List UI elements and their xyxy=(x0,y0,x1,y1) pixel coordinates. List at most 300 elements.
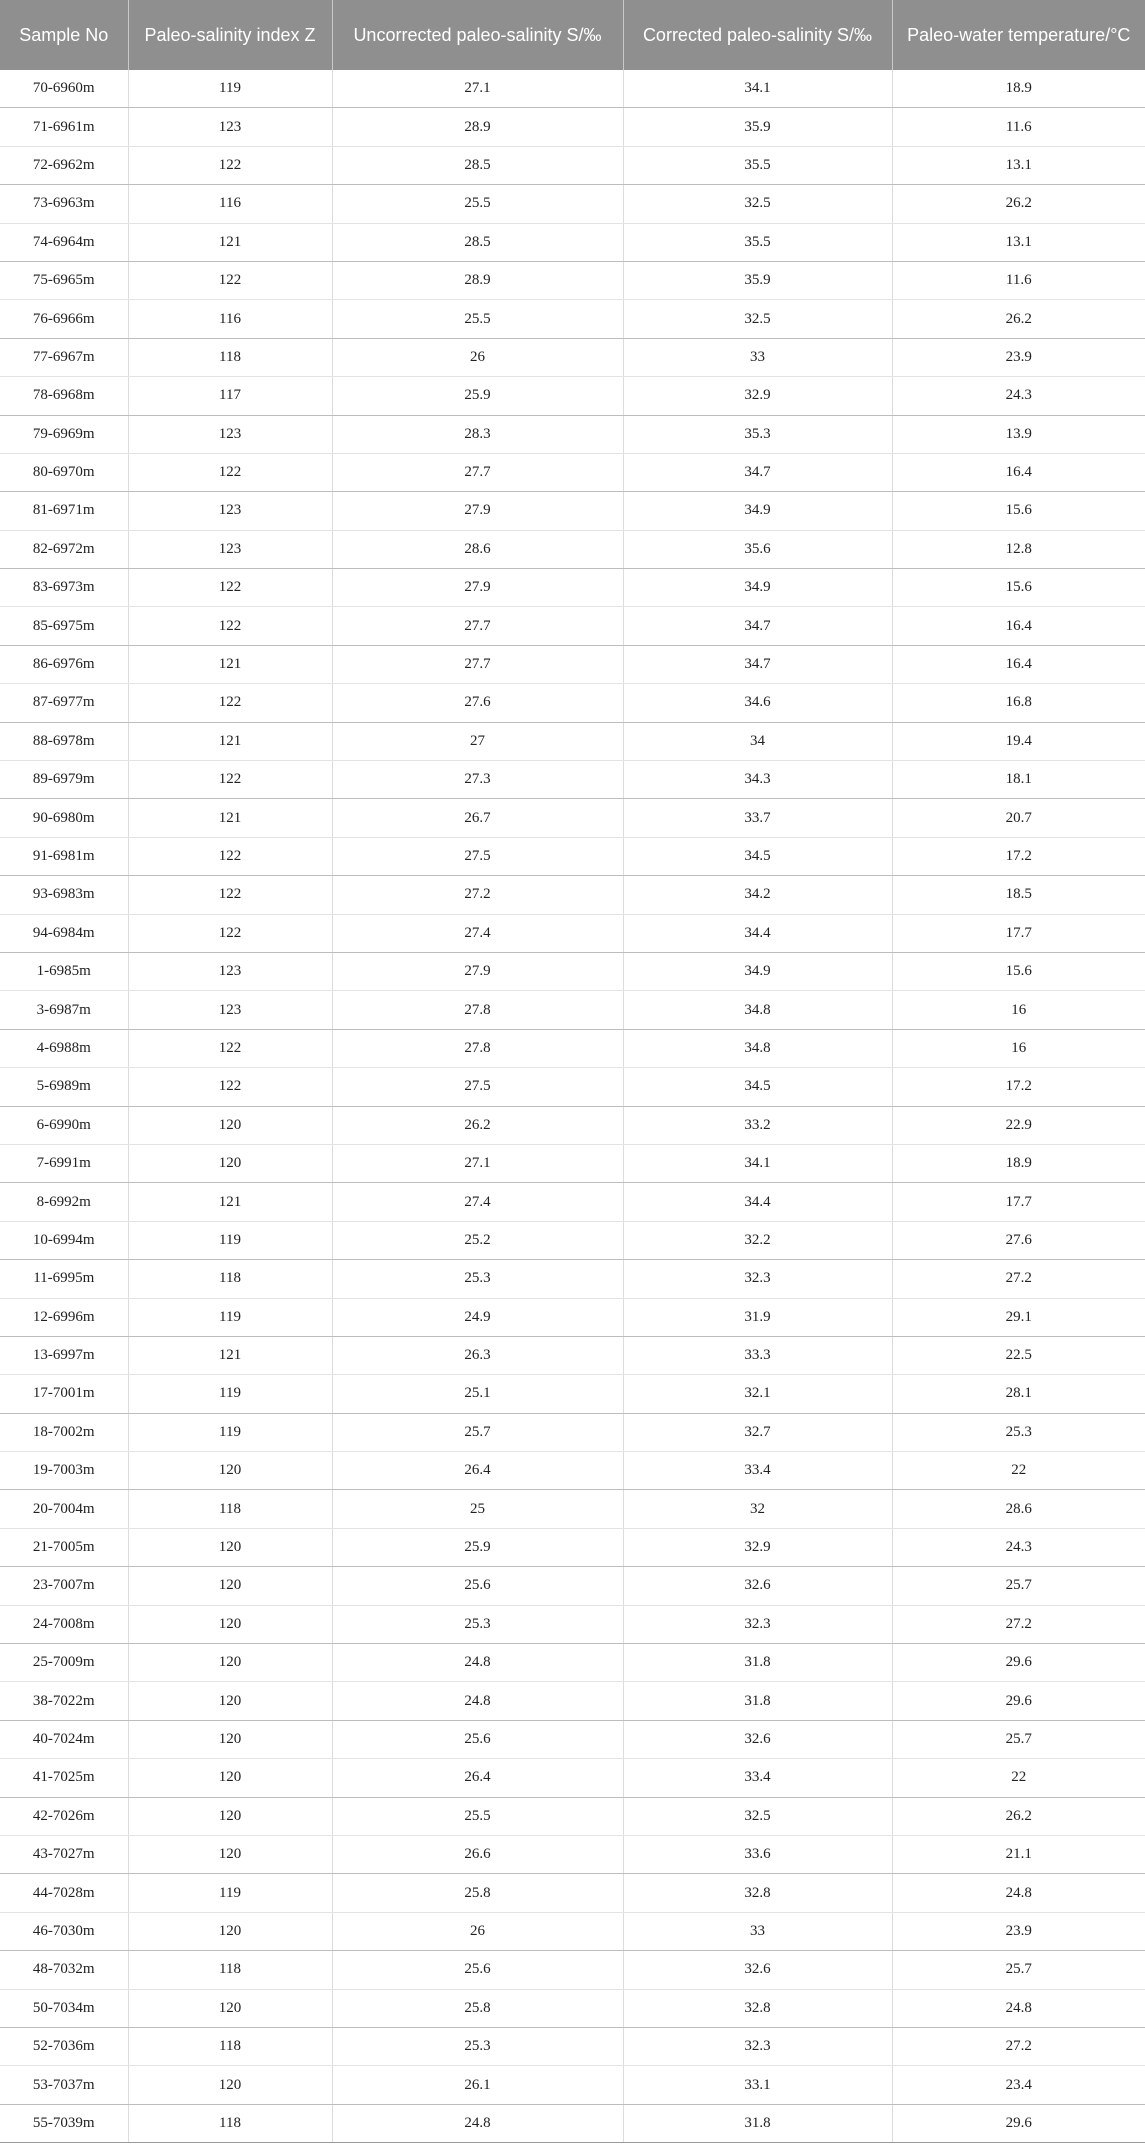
table-row xyxy=(0,569,1145,607)
cell-uncorrected-salinity: 28.6 xyxy=(332,530,623,568)
cell-sample-no: 11-6995m xyxy=(0,1260,128,1298)
cell-water-temperature: 13.1 xyxy=(892,146,1145,184)
cell-water-temperature: 17.7 xyxy=(892,1183,1145,1221)
cell-sample-no: 48-7032m xyxy=(0,1951,128,1989)
cell-corrected-salinity: 33 xyxy=(623,1912,892,1950)
cell-salinity-index: 116 xyxy=(128,300,332,338)
cell-uncorrected-salinity: 25.2 xyxy=(332,1221,623,1259)
cell-uncorrected-salinity: 26.6 xyxy=(332,1835,623,1873)
cell-sample-no: 3-6987m xyxy=(0,991,128,1029)
cell-corrected-salinity: 34.9 xyxy=(623,569,892,607)
table-row xyxy=(0,377,1145,415)
cell-corrected-salinity: 31.8 xyxy=(623,2104,892,2142)
cell-salinity-index: 123 xyxy=(128,952,332,990)
cell-sample-no: 52-7036m xyxy=(0,2027,128,2065)
cell-salinity-index: 116 xyxy=(128,185,332,223)
cell-sample-no: 87-6977m xyxy=(0,684,128,722)
cell-corrected-salinity: 35.5 xyxy=(623,146,892,184)
cell-salinity-index: 122 xyxy=(128,761,332,799)
cell-corrected-salinity: 32.7 xyxy=(623,1413,892,1451)
cell-salinity-index: 122 xyxy=(128,837,332,875)
cell-sample-no: 55-7039m xyxy=(0,2104,128,2142)
cell-salinity-index: 121 xyxy=(128,1336,332,1374)
cell-water-temperature: 18.9 xyxy=(892,70,1145,108)
cell-sample-no: 40-7024m xyxy=(0,1720,128,1758)
header-sample-no: Sample No xyxy=(0,0,128,70)
cell-salinity-index: 120 xyxy=(128,1644,332,1682)
cell-salinity-index: 122 xyxy=(128,1029,332,1067)
cell-water-temperature: 22.5 xyxy=(892,1336,1145,1374)
cell-sample-no: 43-7027m xyxy=(0,1835,128,1873)
cell-salinity-index: 122 xyxy=(128,453,332,491)
cell-water-temperature: 13.9 xyxy=(892,415,1145,453)
cell-uncorrected-salinity: 27.2 xyxy=(332,876,623,914)
table-row xyxy=(0,70,1145,108)
cell-corrected-salinity: 33.3 xyxy=(623,1336,892,1374)
cell-corrected-salinity: 32.8 xyxy=(623,1989,892,2027)
cell-water-temperature: 22 xyxy=(892,1759,1145,1797)
cell-corrected-salinity: 32.6 xyxy=(623,1567,892,1605)
header-corrected-salinity: Corrected paleo-salinity S/‰ xyxy=(623,0,892,70)
table-row xyxy=(0,761,1145,799)
cell-uncorrected-salinity: 25.5 xyxy=(332,300,623,338)
cell-water-temperature: 24.8 xyxy=(892,1874,1145,1912)
cell-water-temperature: 28.6 xyxy=(892,1490,1145,1528)
cell-salinity-index: 118 xyxy=(128,2104,332,2142)
table-row xyxy=(0,1528,1145,1566)
cell-sample-no: 25-7009m xyxy=(0,1644,128,1682)
cell-salinity-index: 119 xyxy=(128,1874,332,1912)
cell-salinity-index: 120 xyxy=(128,1452,332,1490)
cell-water-temperature: 27.2 xyxy=(892,1605,1145,1643)
cell-corrected-salinity: 34.9 xyxy=(623,492,892,530)
cell-sample-no: 94-6984m xyxy=(0,914,128,952)
cell-salinity-index: 118 xyxy=(128,2027,332,2065)
cell-sample-no: 5-6989m xyxy=(0,1068,128,1106)
cell-uncorrected-salinity: 28.9 xyxy=(332,261,623,299)
cell-uncorrected-salinity: 25.6 xyxy=(332,1720,623,1758)
cell-sample-no: 13-6997m xyxy=(0,1336,128,1374)
cell-corrected-salinity: 35.9 xyxy=(623,108,892,146)
cell-sample-no: 24-7008m xyxy=(0,1605,128,1643)
table-row xyxy=(0,1951,1145,1989)
cell-sample-no: 41-7025m xyxy=(0,1759,128,1797)
table-row xyxy=(0,108,1145,146)
table-row xyxy=(0,1413,1145,1451)
cell-sample-no: 75-6965m xyxy=(0,261,128,299)
cell-corrected-salinity: 34.8 xyxy=(623,1029,892,1067)
cell-water-temperature: 22 xyxy=(892,1452,1145,1490)
cell-uncorrected-salinity: 27.6 xyxy=(332,684,623,722)
cell-sample-no: 88-6978m xyxy=(0,722,128,760)
cell-water-temperature: 12.8 xyxy=(892,530,1145,568)
table-row xyxy=(0,1490,1145,1528)
cell-uncorrected-salinity: 24.8 xyxy=(332,2104,623,2142)
cell-salinity-index: 120 xyxy=(128,1528,332,1566)
table-row xyxy=(0,1797,1145,1835)
cell-sample-no: 73-6963m xyxy=(0,185,128,223)
table-row xyxy=(0,1912,1145,1950)
cell-uncorrected-salinity: 24.9 xyxy=(332,1298,623,1336)
cell-corrected-salinity: 34.4 xyxy=(623,1183,892,1221)
cell-uncorrected-salinity: 27.9 xyxy=(332,569,623,607)
cell-water-temperature: 16.4 xyxy=(892,453,1145,491)
cell-uncorrected-salinity: 27.7 xyxy=(332,645,623,683)
cell-water-temperature: 19.4 xyxy=(892,722,1145,760)
cell-water-temperature: 17.7 xyxy=(892,914,1145,952)
cell-salinity-index: 119 xyxy=(128,1221,332,1259)
cell-water-temperature: 15.6 xyxy=(892,569,1145,607)
cell-corrected-salinity: 32.3 xyxy=(623,1605,892,1643)
cell-corrected-salinity: 32.6 xyxy=(623,1720,892,1758)
cell-salinity-index: 120 xyxy=(128,1605,332,1643)
table-row xyxy=(0,952,1145,990)
cell-uncorrected-salinity: 27.8 xyxy=(332,1029,623,1067)
table-row xyxy=(0,1989,1145,2027)
cell-salinity-index: 120 xyxy=(128,1759,332,1797)
cell-uncorrected-salinity: 25.9 xyxy=(332,377,623,415)
cell-uncorrected-salinity: 26 xyxy=(332,338,623,376)
cell-uncorrected-salinity: 25.9 xyxy=(332,1528,623,1566)
cell-salinity-index: 121 xyxy=(128,799,332,837)
cell-sample-no: 81-6971m xyxy=(0,492,128,530)
table-row xyxy=(0,1452,1145,1490)
cell-sample-no: 46-7030m xyxy=(0,1912,128,1950)
cell-water-temperature: 16.8 xyxy=(892,684,1145,722)
cell-salinity-index: 122 xyxy=(128,876,332,914)
cell-uncorrected-salinity: 26.1 xyxy=(332,2066,623,2104)
cell-sample-no: 79-6969m xyxy=(0,415,128,453)
cell-corrected-salinity: 33 xyxy=(623,338,892,376)
table-row xyxy=(0,453,1145,491)
cell-water-temperature: 27.2 xyxy=(892,2027,1145,2065)
table-row xyxy=(0,1835,1145,1873)
table-row xyxy=(0,1874,1145,1912)
cell-uncorrected-salinity: 26 xyxy=(332,1912,623,1950)
cell-salinity-index: 119 xyxy=(128,1298,332,1336)
table-row xyxy=(0,530,1145,568)
table-row xyxy=(0,261,1145,299)
cell-uncorrected-salinity: 27.1 xyxy=(332,70,623,108)
cell-corrected-salinity: 32.1 xyxy=(623,1375,892,1413)
cell-sample-no: 91-6981m xyxy=(0,837,128,875)
cell-salinity-index: 120 xyxy=(128,1720,332,1758)
cell-sample-no: 89-6979m xyxy=(0,761,128,799)
cell-salinity-index: 120 xyxy=(128,1106,332,1144)
cell-sample-no: 17-7001m xyxy=(0,1375,128,1413)
cell-sample-no: 80-6970m xyxy=(0,453,128,491)
header-row xyxy=(0,0,1145,70)
table-row xyxy=(0,914,1145,952)
cell-water-temperature: 11.6 xyxy=(892,108,1145,146)
cell-salinity-index: 120 xyxy=(128,2066,332,2104)
cell-corrected-salinity: 33.4 xyxy=(623,1452,892,1490)
table-row xyxy=(0,1567,1145,1605)
cell-sample-no: 82-6972m xyxy=(0,530,128,568)
cell-uncorrected-salinity: 27.5 xyxy=(332,1068,623,1106)
cell-corrected-salinity: 35.5 xyxy=(623,223,892,261)
cell-corrected-salinity: 35.6 xyxy=(623,530,892,568)
cell-uncorrected-salinity: 25.6 xyxy=(332,1951,623,1989)
table-row xyxy=(0,338,1145,376)
cell-sample-no: 44-7028m xyxy=(0,1874,128,1912)
table-header xyxy=(0,0,1145,70)
cell-water-temperature: 26.2 xyxy=(892,300,1145,338)
cell-water-temperature: 29.6 xyxy=(892,2104,1145,2142)
table-row xyxy=(0,1644,1145,1682)
cell-sample-no: 12-6996m xyxy=(0,1298,128,1336)
header-water-temperature: Paleo-water temperature/°C xyxy=(892,0,1145,70)
table-row xyxy=(0,223,1145,261)
cell-uncorrected-salinity: 27.4 xyxy=(332,1183,623,1221)
table-row xyxy=(0,146,1145,184)
cell-salinity-index: 120 xyxy=(128,1835,332,1873)
cell-corrected-salinity: 34.7 xyxy=(623,607,892,645)
cell-water-temperature: 25.7 xyxy=(892,1720,1145,1758)
cell-water-temperature: 17.2 xyxy=(892,1068,1145,1106)
cell-corrected-salinity: 31.9 xyxy=(623,1298,892,1336)
cell-water-temperature: 16 xyxy=(892,991,1145,1029)
cell-sample-no: 86-6976m xyxy=(0,645,128,683)
cell-water-temperature: 22.9 xyxy=(892,1106,1145,1144)
cell-uncorrected-salinity: 26.4 xyxy=(332,1759,623,1797)
cell-sample-no: 21-7005m xyxy=(0,1528,128,1566)
table-row xyxy=(0,2066,1145,2104)
cell-salinity-index: 121 xyxy=(128,1183,332,1221)
cell-uncorrected-salinity: 25.3 xyxy=(332,1260,623,1298)
cell-water-temperature: 11.6 xyxy=(892,261,1145,299)
cell-water-temperature: 20.7 xyxy=(892,799,1145,837)
cell-corrected-salinity: 34.1 xyxy=(623,70,892,108)
table-row xyxy=(0,991,1145,1029)
cell-sample-no: 93-6983m xyxy=(0,876,128,914)
cell-uncorrected-salinity: 27.7 xyxy=(332,453,623,491)
table-row xyxy=(0,2104,1145,2142)
cell-uncorrected-salinity: 26.3 xyxy=(332,1336,623,1374)
cell-salinity-index: 123 xyxy=(128,991,332,1029)
cell-water-temperature: 16.4 xyxy=(892,645,1145,683)
cell-corrected-salinity: 32.6 xyxy=(623,1951,892,1989)
cell-uncorrected-salinity: 25.5 xyxy=(332,185,623,223)
cell-uncorrected-salinity: 27.3 xyxy=(332,761,623,799)
cell-sample-no: 85-6975m xyxy=(0,607,128,645)
cell-water-temperature: 18.9 xyxy=(892,1144,1145,1182)
cell-corrected-salinity: 32.3 xyxy=(623,1260,892,1298)
table-row xyxy=(0,1298,1145,1336)
table-row xyxy=(0,1759,1145,1797)
table-row xyxy=(0,1183,1145,1221)
cell-uncorrected-salinity: 26.2 xyxy=(332,1106,623,1144)
cell-corrected-salinity: 34.7 xyxy=(623,645,892,683)
cell-salinity-index: 122 xyxy=(128,261,332,299)
cell-water-temperature: 23.4 xyxy=(892,2066,1145,2104)
cell-salinity-index: 121 xyxy=(128,223,332,261)
cell-sample-no: 8-6992m xyxy=(0,1183,128,1221)
cell-salinity-index: 118 xyxy=(128,1951,332,1989)
cell-salinity-index: 118 xyxy=(128,338,332,376)
cell-water-temperature: 23.9 xyxy=(892,1912,1145,1950)
cell-salinity-index: 121 xyxy=(128,645,332,683)
cell-salinity-index: 122 xyxy=(128,146,332,184)
cell-corrected-salinity: 33.2 xyxy=(623,1106,892,1144)
table-row xyxy=(0,415,1145,453)
table-row xyxy=(0,799,1145,837)
cell-water-temperature: 25.3 xyxy=(892,1413,1145,1451)
table-row xyxy=(0,607,1145,645)
cell-salinity-index: 120 xyxy=(128,1989,332,2027)
header-uncorrected-salinity: Uncorrected paleo-salinity S/‰ xyxy=(332,0,623,70)
cell-uncorrected-salinity: 25.8 xyxy=(332,1989,623,2027)
cell-uncorrected-salinity: 25 xyxy=(332,1490,623,1528)
cell-corrected-salinity: 34.1 xyxy=(623,1144,892,1182)
cell-sample-no: 74-6964m xyxy=(0,223,128,261)
cell-sample-no: 90-6980m xyxy=(0,799,128,837)
cell-corrected-salinity: 33.1 xyxy=(623,2066,892,2104)
cell-salinity-index: 123 xyxy=(128,415,332,453)
cell-sample-no: 83-6973m xyxy=(0,569,128,607)
table-row xyxy=(0,300,1145,338)
cell-uncorrected-salinity: 24.8 xyxy=(332,1644,623,1682)
cell-uncorrected-salinity: 27.9 xyxy=(332,492,623,530)
cell-corrected-salinity: 32.2 xyxy=(623,1221,892,1259)
cell-uncorrected-salinity: 27.5 xyxy=(332,837,623,875)
cell-corrected-salinity: 34 xyxy=(623,722,892,760)
cell-salinity-index: 119 xyxy=(128,1413,332,1451)
cell-corrected-salinity: 32 xyxy=(623,1490,892,1528)
cell-water-temperature: 18.1 xyxy=(892,761,1145,799)
cell-corrected-salinity: 34.4 xyxy=(623,914,892,952)
cell-uncorrected-salinity: 25.8 xyxy=(332,1874,623,1912)
cell-sample-no: 6-6990m xyxy=(0,1106,128,1144)
cell-salinity-index: 122 xyxy=(128,569,332,607)
cell-corrected-salinity: 34.5 xyxy=(623,837,892,875)
cell-salinity-index: 118 xyxy=(128,1260,332,1298)
cell-corrected-salinity: 35.9 xyxy=(623,261,892,299)
cell-corrected-salinity: 32.5 xyxy=(623,300,892,338)
table-row xyxy=(0,1106,1145,1144)
cell-corrected-salinity: 33.7 xyxy=(623,799,892,837)
cell-water-temperature: 26.2 xyxy=(892,1797,1145,1835)
cell-sample-no: 1-6985m xyxy=(0,952,128,990)
cell-uncorrected-salinity: 27.7 xyxy=(332,607,623,645)
cell-water-temperature: 21.1 xyxy=(892,1835,1145,1873)
cell-uncorrected-salinity: 28.3 xyxy=(332,415,623,453)
cell-uncorrected-salinity: 28.5 xyxy=(332,146,623,184)
cell-water-temperature: 29.1 xyxy=(892,1298,1145,1336)
cell-corrected-salinity: 35.3 xyxy=(623,415,892,453)
cell-salinity-index: 122 xyxy=(128,684,332,722)
cell-salinity-index: 120 xyxy=(128,1682,332,1720)
table-row xyxy=(0,1336,1145,1374)
cell-water-temperature: 15.6 xyxy=(892,952,1145,990)
header-salinity-index: Paleo-salinity index Z xyxy=(128,0,332,70)
cell-corrected-salinity: 34.2 xyxy=(623,876,892,914)
cell-salinity-index: 123 xyxy=(128,492,332,530)
table-row xyxy=(0,492,1145,530)
cell-salinity-index: 120 xyxy=(128,1797,332,1835)
table-row xyxy=(0,645,1145,683)
cell-water-temperature: 24.3 xyxy=(892,377,1145,415)
cell-uncorrected-salinity: 26.7 xyxy=(332,799,623,837)
cell-sample-no: 50-7034m xyxy=(0,1989,128,2027)
cell-uncorrected-salinity: 25.7 xyxy=(332,1413,623,1451)
table-row xyxy=(0,876,1145,914)
cell-uncorrected-salinity: 26.4 xyxy=(332,1452,623,1490)
cell-corrected-salinity: 34.7 xyxy=(623,453,892,491)
cell-corrected-salinity: 34.5 xyxy=(623,1068,892,1106)
cell-water-temperature: 25.7 xyxy=(892,1567,1145,1605)
cell-corrected-salinity: 32.9 xyxy=(623,1528,892,1566)
cell-corrected-salinity: 34.6 xyxy=(623,684,892,722)
table-row xyxy=(0,722,1145,760)
cell-salinity-index: 120 xyxy=(128,1144,332,1182)
table-row xyxy=(0,1605,1145,1643)
table-row xyxy=(0,837,1145,875)
cell-corrected-salinity: 32.5 xyxy=(623,1797,892,1835)
cell-salinity-index: 122 xyxy=(128,914,332,952)
cell-salinity-index: 121 xyxy=(128,722,332,760)
table-row xyxy=(0,1068,1145,1106)
cell-uncorrected-salinity: 25.6 xyxy=(332,1567,623,1605)
cell-corrected-salinity: 33.4 xyxy=(623,1759,892,1797)
cell-uncorrected-salinity: 25.5 xyxy=(332,1797,623,1835)
cell-corrected-salinity: 31.8 xyxy=(623,1682,892,1720)
cell-salinity-index: 119 xyxy=(128,70,332,108)
cell-sample-no: 10-6994m xyxy=(0,1221,128,1259)
table-body xyxy=(0,70,1145,2143)
cell-sample-no: 19-7003m xyxy=(0,1452,128,1490)
cell-uncorrected-salinity: 27.4 xyxy=(332,914,623,952)
cell-sample-no: 38-7022m xyxy=(0,1682,128,1720)
cell-water-temperature: 24.3 xyxy=(892,1528,1145,1566)
cell-water-temperature: 26.2 xyxy=(892,185,1145,223)
cell-sample-no: 72-6962m xyxy=(0,146,128,184)
cell-water-temperature: 27.6 xyxy=(892,1221,1145,1259)
cell-uncorrected-salinity: 25.3 xyxy=(332,1605,623,1643)
cell-uncorrected-salinity: 27 xyxy=(332,722,623,760)
cell-sample-no: 78-6968m xyxy=(0,377,128,415)
cell-corrected-salinity: 32.8 xyxy=(623,1874,892,1912)
cell-salinity-index: 120 xyxy=(128,1912,332,1950)
cell-salinity-index: 118 xyxy=(128,1490,332,1528)
cell-uncorrected-salinity: 24.8 xyxy=(332,1682,623,1720)
cell-uncorrected-salinity: 28.5 xyxy=(332,223,623,261)
cell-uncorrected-salinity: 25.3 xyxy=(332,2027,623,2065)
cell-water-temperature: 28.1 xyxy=(892,1375,1145,1413)
cell-uncorrected-salinity: 25.1 xyxy=(332,1375,623,1413)
cell-water-temperature: 25.7 xyxy=(892,1951,1145,1989)
cell-corrected-salinity: 32.3 xyxy=(623,2027,892,2065)
cell-sample-no: 4-6988m xyxy=(0,1029,128,1067)
cell-sample-no: 77-6967m xyxy=(0,338,128,376)
table-row xyxy=(0,185,1145,223)
cell-salinity-index: 122 xyxy=(128,1068,332,1106)
cell-sample-no: 70-6960m xyxy=(0,70,128,108)
table-row xyxy=(0,1260,1145,1298)
cell-corrected-salinity: 32.5 xyxy=(623,185,892,223)
cell-corrected-salinity: 34.3 xyxy=(623,761,892,799)
cell-sample-no: 71-6961m xyxy=(0,108,128,146)
cell-salinity-index: 120 xyxy=(128,1567,332,1605)
cell-uncorrected-salinity: 27.8 xyxy=(332,991,623,1029)
cell-sample-no: 18-7002m xyxy=(0,1413,128,1451)
cell-sample-no: 20-7004m xyxy=(0,1490,128,1528)
table-row xyxy=(0,1144,1145,1182)
cell-sample-no: 7-6991m xyxy=(0,1144,128,1182)
cell-salinity-index: 123 xyxy=(128,108,332,146)
table-row xyxy=(0,2027,1145,2065)
table-row xyxy=(0,684,1145,722)
